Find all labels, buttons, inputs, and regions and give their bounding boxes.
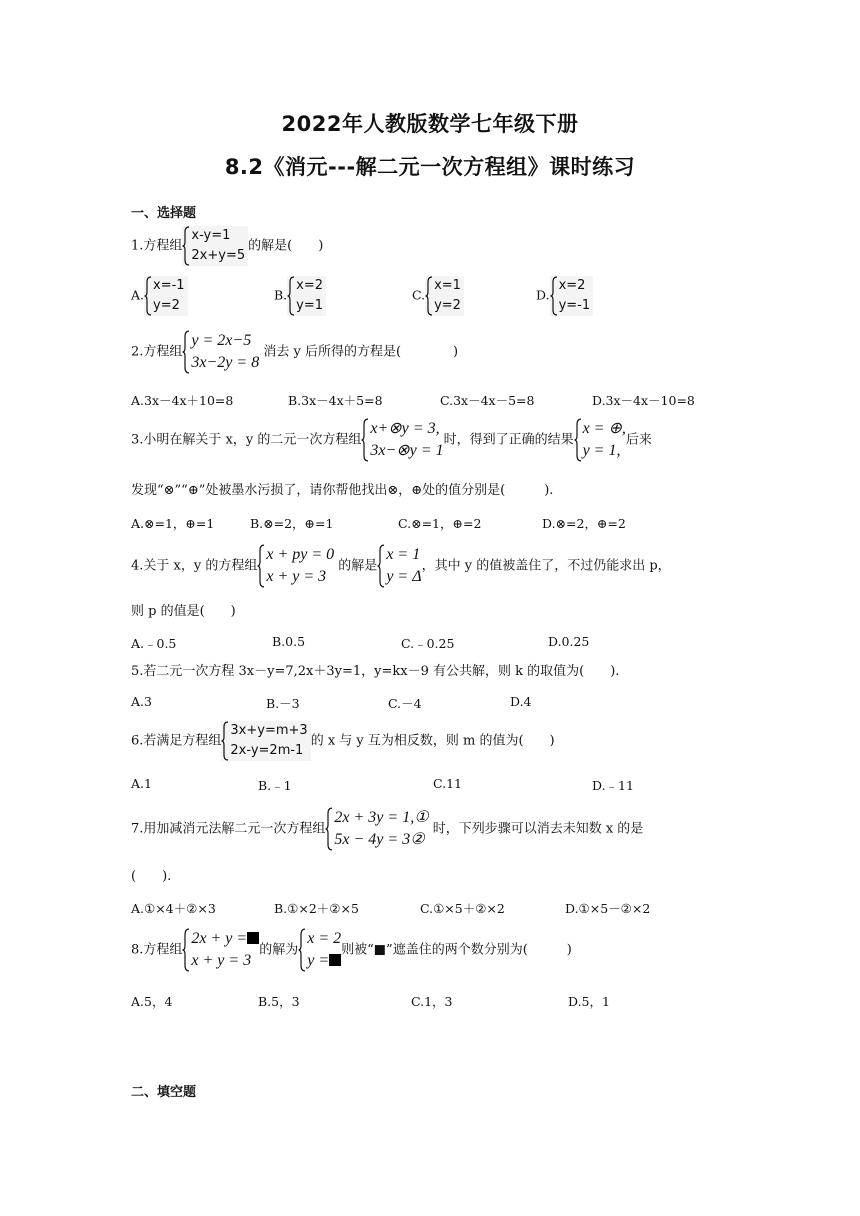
q7-option-a[interactable]: A.①×4＋②×3: [131, 901, 216, 916]
question-8-system: 2x + y = x + y = 3: [182, 928, 259, 972]
q6-option-d[interactable]: D.﹣11: [592, 778, 634, 793]
question-3-result-system: x = ⊕, y = 1,: [574, 418, 626, 462]
q5-option-d[interactable]: D.4: [510, 694, 532, 709]
q2-option-a[interactable]: A.3x－4x＋10=8: [131, 393, 234, 408]
question-5: 5.若二元一次方程 3x－y=7,2x＋3y=1，y=kx－9 有公共解，则 k 的取值为( ).: [131, 664, 620, 679]
question-1-suffix: 的解是( ): [248, 238, 324, 254]
q8-option-a[interactable]: A.5，4: [131, 994, 173, 1009]
covered-value-block-2: [329, 954, 341, 966]
question-1-prefix: 1.方程组: [131, 238, 183, 254]
question-4-system: x + py = 0 x + y = 3: [257, 544, 334, 588]
question-7-system: 2x + 3y = 1,① 5x − 4y = 3②: [325, 807, 428, 851]
question-6-system: 3x+y=m+3 2x-y=2m-1: [221, 721, 310, 761]
q5-option-a[interactable]: A.3: [131, 694, 152, 709]
q4-option-d[interactable]: D.0.25: [548, 634, 590, 649]
q3-option-a[interactable]: A.⊗=1，⊕=1: [131, 516, 215, 531]
section-heading-fill: 二、填空题: [131, 1085, 197, 1100]
question-7-line2: ( ).: [131, 869, 172, 884]
q1-option-b[interactable]: B. x=2 y=1: [274, 276, 326, 316]
question-3: 3.小明在解关于 x，y 的二元一次方程组 x+⊗y = 3, 3x−⊗y = 1 时，得到了正确的结果 x = ⊕, y = 1, 后来: [131, 418, 652, 462]
q2-option-d[interactable]: D.3x－4x－10=8: [592, 393, 695, 408]
q6-option-c[interactable]: C.11: [433, 776, 462, 791]
question-8: 8.方程组 2x + y = x + y = 3 的解为 x = 2 y = 则被“■”遮盖住的两个数分别为( ): [131, 928, 572, 972]
q7-option-b[interactable]: B.①×2＋②×5: [274, 901, 359, 916]
q4-option-a[interactable]: A.﹣0.5: [131, 636, 177, 651]
q5-option-b[interactable]: B.－3: [266, 696, 300, 711]
q2-option-b[interactable]: B.3x－4x＋5=8: [288, 393, 383, 408]
q1-option-a[interactable]: A. x=-1 y=2: [131, 276, 188, 316]
q4-option-c[interactable]: C.﹣0.25: [401, 636, 455, 651]
question-3-system: x+⊗y = 3, 3x−⊗y = 1: [361, 418, 443, 462]
question-3-line2: 发现“⊗”“⊕”处被墨水污损了，请你帮他找出⊗，⊕处的值分别是( ).: [131, 483, 554, 498]
question-4: 4.关于 x，y 的方程组 x + py = 0 x + y = 3 的解是 x = 1 y = Δ ，其中 y 的值被盖住了，不过仍能求出 p，: [131, 544, 671, 588]
q6-option-b[interactable]: B.﹣1: [258, 778, 292, 793]
q5-option-c[interactable]: C.－4: [388, 696, 422, 711]
q8-option-b[interactable]: B.5，3: [258, 994, 300, 1009]
q3-option-c[interactable]: C.⊗=1，⊕=2: [398, 516, 482, 531]
q8-option-d[interactable]: D.5，1: [568, 994, 610, 1009]
q2-option-c[interactable]: C.3x－4x－5=8: [440, 393, 535, 408]
q7-option-d[interactable]: D.①×5－②×2: [565, 901, 651, 916]
q1-option-c[interactable]: C. x=1 y=2: [412, 276, 464, 316]
question-1: [131, 226, 323, 266]
section-heading-choice: 一、选择题: [131, 206, 197, 221]
question-2: 2.方程组 y = 2x−5 3x−2y = 8 消去 y 后所得的方程是( ): [131, 330, 458, 374]
question-7: 7.用加减消元法解二元一次方程组 2x + 3y = 1,① 5x − 4y = 3② 时，下列步骤可以消去未知数 x 的是: [131, 807, 643, 851]
q3-option-b[interactable]: B.⊗=2，⊕=1: [250, 516, 334, 531]
question-1-system: x-y=1 2x+y=5: [182, 226, 248, 266]
q1-option-d[interactable]: D. x=2 y=-1: [536, 276, 593, 316]
question-8-solution-system: x = 2 y =: [298, 928, 341, 972]
document-subtitle: 8.2《消元---解二元一次方程组》课时练习: [224, 155, 636, 179]
q8-option-c[interactable]: C.1，3: [411, 994, 453, 1009]
question-2-system: y = 2x−5 3x−2y = 8: [182, 330, 259, 374]
question-4-solution-system: x = 1 y = Δ: [377, 544, 421, 588]
covered-value-block-1: [247, 932, 259, 944]
question-4-line2: 则 p 的值是( ): [131, 604, 236, 619]
q6-option-a[interactable]: A.1: [131, 776, 152, 791]
q7-option-c[interactable]: C.①×5＋②×2: [420, 901, 505, 916]
q3-option-d[interactable]: D.⊗=2，⊕=2: [542, 516, 626, 531]
q4-option-b[interactable]: B.0.5: [272, 634, 306, 649]
document-title: 2022年人教版数学七年级下册: [281, 112, 579, 136]
question-6: 6.若满足方程组 3x+y=m+3 2x-y=2m-1 的 x 与 y 互为相反数，则 m 的值为( ): [131, 721, 555, 761]
